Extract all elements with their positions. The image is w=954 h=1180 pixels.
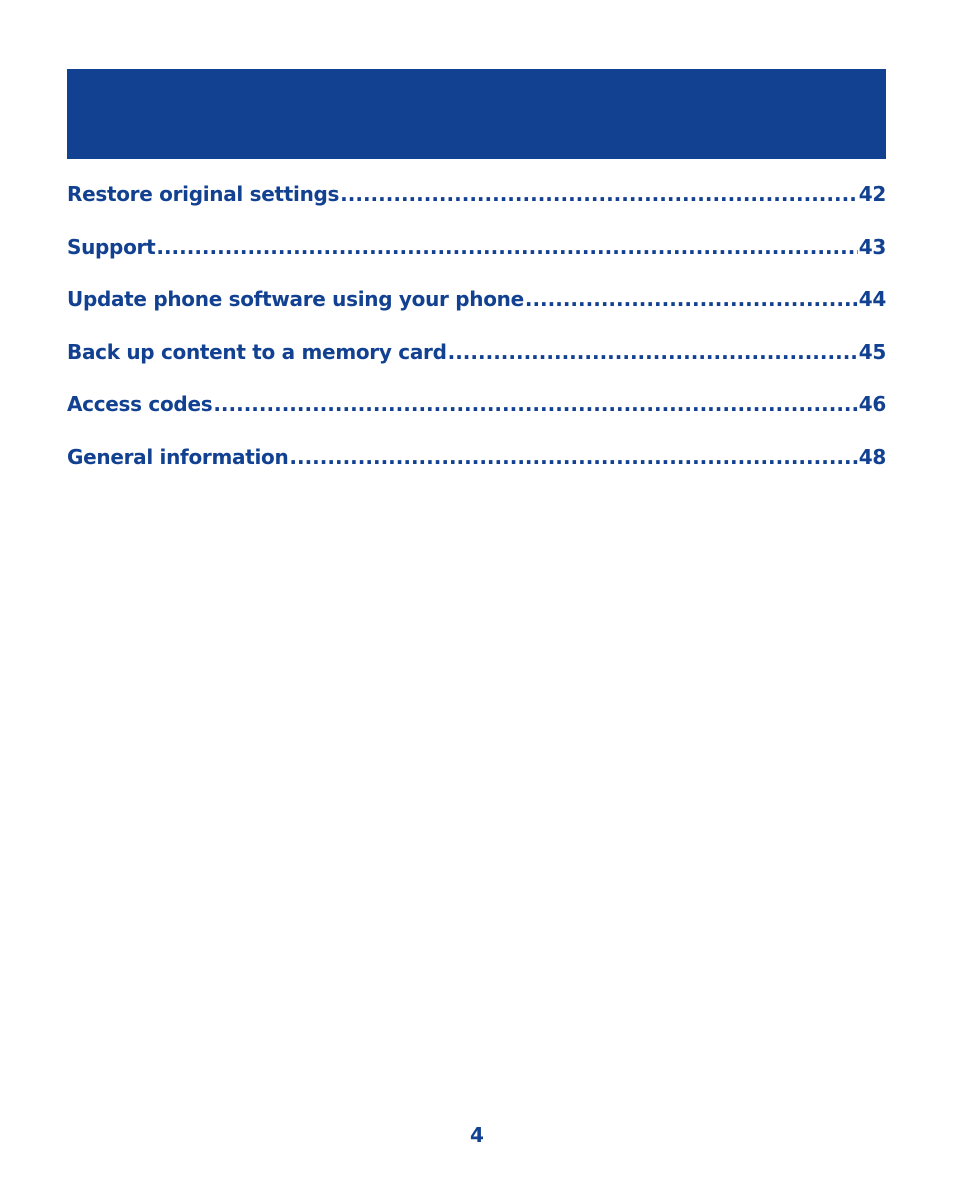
toc-dot-leader <box>156 229 857 265</box>
toc-entry-title: Access codes <box>67 392 213 416</box>
toc-entry-title: Support <box>67 234 156 259</box>
toc-dot-leader <box>340 176 858 212</box>
toc-entry-page: 42 <box>858 182 886 206</box>
toc-entry-page: 44 <box>858 287 886 311</box>
toc-dot-leader <box>525 281 858 317</box>
toc-entry-title: General information <box>67 444 289 469</box>
toc-entry-back-up-content[interactable] <box>67 334 886 387</box>
page-number: 4 <box>470 1123 484 1147</box>
toc-entry-page: 48 <box>858 444 886 469</box>
toc-entry-title: Back up content to a memory card <box>67 339 447 364</box>
table-of-contents <box>67 176 886 491</box>
toc-entry-support[interactable] <box>67 229 886 282</box>
toc-entry-access-codes[interactable] <box>67 386 886 439</box>
toc-dot-leader <box>213 386 857 422</box>
toc-entry-general-information[interactable] <box>67 439 886 492</box>
toc-entry-page: 43 <box>858 234 886 259</box>
toc-entry-page: 46 <box>858 392 886 416</box>
toc-entry-title: Restore original settings <box>67 182 340 206</box>
toc-dot-leader <box>289 439 857 475</box>
toc-entry-restore-original-settings[interactable] <box>67 176 886 229</box>
toc-entry-page: 45 <box>858 339 886 364</box>
toc-entry-title: Update phone software using your phone <box>67 287 524 311</box>
toc-dot-leader <box>448 334 858 370</box>
header-bar <box>67 69 886 159</box>
toc-entry-update-phone-software[interactable] <box>67 281 886 334</box>
